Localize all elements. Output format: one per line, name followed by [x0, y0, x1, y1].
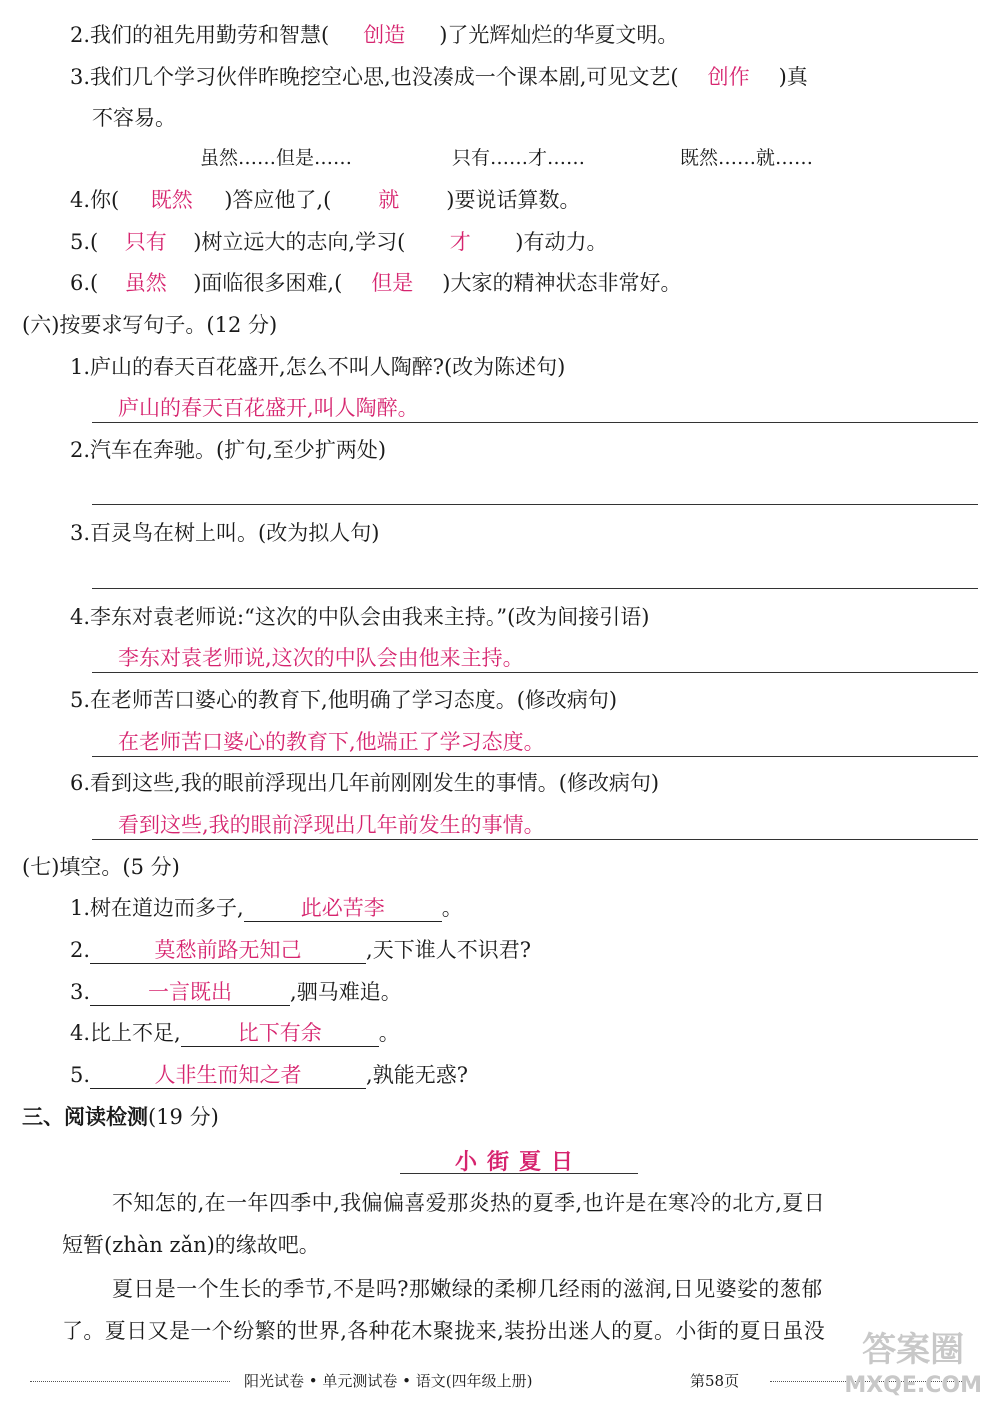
answer-blank: 一言既出	[90, 979, 290, 1006]
q5-item-2: 2.我们的祖先用勤劳和智慧( 创造 )了光辉灿烂的华夏文明。	[70, 20, 678, 50]
q6-item-1-question: 1.庐山的春天百花盛开,怎么不叫人陶醉?(改为陈述句)	[70, 355, 566, 379]
answer-line	[92, 588, 978, 589]
q6-item-1-answer: 庐山的春天百花盛开,叫人陶醉。	[118, 396, 419, 420]
q5-item-3-continued: 不容易。	[92, 106, 176, 130]
q5-item-5: 5.( 只有 )树立远大的志向,学习( 才 )有动力。	[70, 227, 608, 257]
answer-line	[92, 504, 978, 505]
q7-item-3: 3. 一言既出 ,驷马难追。	[70, 980, 402, 1004]
passage-paragraph-2-line-1: 夏日是一个生长的季节,不是吗?那嫩绿的柔柳几经雨的滋润,日见婆娑的葱郁	[112, 1277, 823, 1301]
passage-paragraph-2-line-2: 了。夏日又是一个纷繁的世界,各种花木聚拢来,装扮出迷人的夏。小街的夏日虽没	[62, 1319, 826, 1343]
footer-dotted-line-left	[30, 1381, 230, 1382]
answer-line	[92, 672, 978, 673]
q7-item-1: 1.树在道边而多子, 此必苦李 。	[70, 896, 463, 920]
answer-line	[92, 839, 978, 840]
passage-title: 小街夏日	[454, 1149, 583, 1175]
q6-item-5-question: 5.在老师苦口婆心的教育下,他明确了学习态度。(修改病句)	[70, 688, 618, 712]
q7-item-2: 2. 莫愁前路无知己 ,天下谁人不识君?	[70, 938, 531, 962]
q6-item-4-question: 4.李东对袁老师说:“这次的中队会由我来主持。”(改为间接引语)	[70, 605, 650, 629]
footer-book-title: 阳光试卷 • 单元测试卷 • 语文(四年级上册)	[244, 1372, 533, 1390]
answer-line	[92, 756, 978, 757]
answer-blank: 此必苦李	[244, 895, 442, 922]
answer-blank: 创作	[707, 65, 750, 89]
answer-blank: 人非生而知之者	[90, 1062, 366, 1089]
section-7-heading: (七)填空。(5 分)	[22, 855, 180, 879]
q6-item-4-answer: 李东对袁老师说,这次的中队会由他来主持。	[118, 646, 524, 670]
q6-item-6-answer: 看到这些,我的眼前浮现出几年前发生的事情。	[118, 813, 545, 837]
answer-blank: 莫愁前路无知己	[90, 937, 366, 964]
answer-blank: 才	[449, 230, 471, 254]
q5-item-3: 3.我们几个学习伙伴昨晚挖空心思,也没凑成一个课本剧,可见文艺( 创作 )真	[70, 62, 808, 92]
answer-blank: 就	[378, 188, 400, 212]
footer-page-number: 第58页	[690, 1372, 740, 1390]
q6-item-5-answer: 在老师苦口婆心的教育下,他端正了学习态度。	[118, 730, 545, 754]
word-option-1: 虽然……但是……	[200, 147, 353, 169]
q7-item-5: 5. 人非生而知之者 ,孰能无惑?	[70, 1063, 468, 1087]
reading-section-heading: 三、阅读检测(19 分)	[22, 1104, 219, 1129]
word-option-3: 既然……就……	[680, 147, 814, 169]
answer-blank: 只有	[124, 230, 167, 254]
answer-blank: 既然	[150, 188, 193, 212]
q6-item-3-question: 3.百灵鸟在树上叫。(改为拟人句)	[70, 521, 380, 545]
section-6-heading: (六)按要求写句子。(12 分)	[22, 313, 278, 337]
answer-blank: 虽然	[124, 271, 167, 295]
answer-blank: 但是	[371, 271, 414, 295]
answer-line	[92, 422, 978, 423]
q5-item-6: 6.( 虽然 )面临很多困难,( 但是 )大家的精神状态非常好。	[70, 268, 682, 298]
passage-paragraph-1-line-1: 不知怎的,在一年四季中,我偏偏喜爱那炎热的夏季,也许是在寒冷的北方,夏日	[112, 1191, 826, 1215]
q6-item-2-question: 2.汽车在奔驰。(扩句,至少扩两处)	[70, 438, 387, 462]
answer-blank: 创造	[363, 23, 406, 47]
q6-item-6-question: 6.看到这些,我的眼前浮现出几年前刚刚发生的事情。(修改病句)	[70, 771, 660, 795]
q5-item-4: 4.你( 既然 )答应他了,( 就 )要说话算数。	[70, 185, 581, 215]
passage-paragraph-1-line-2: 短暂(zhàn zǎn)的缘故吧。	[62, 1233, 320, 1257]
word-option-2: 只有……才……	[452, 147, 586, 169]
title-underline	[400, 1173, 638, 1174]
q7-item-4: 4.比上不足, 比下有余 。	[70, 1021, 400, 1045]
answer-blank: 比下有余	[181, 1020, 379, 1047]
watermark-logo: 答案圈 MXQE.COM	[844, 1330, 982, 1398]
